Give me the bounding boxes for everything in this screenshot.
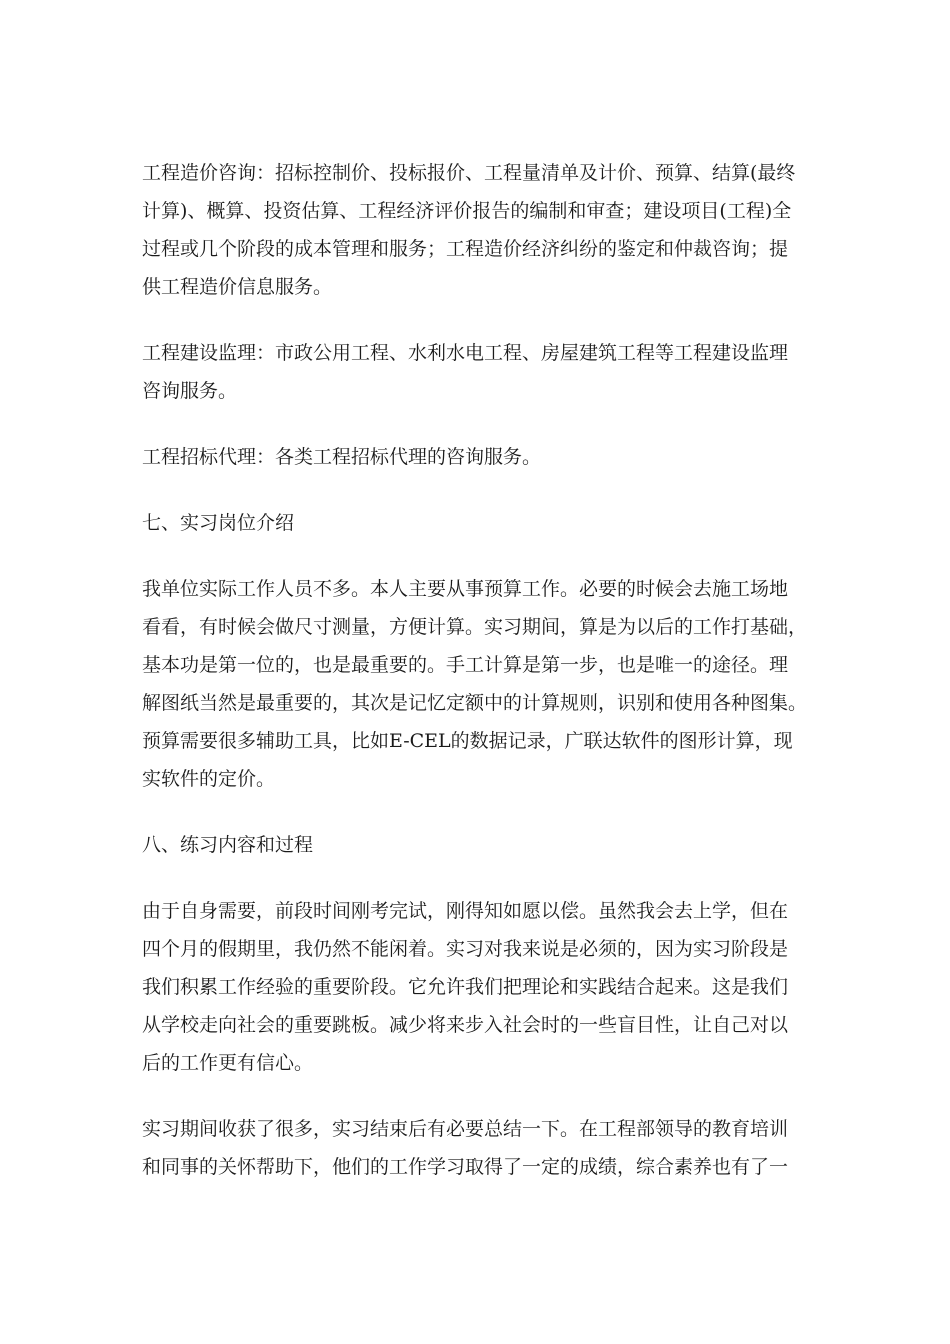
section-heading-internship-position: 七、实习岗位介绍 — [142, 512, 295, 534]
paragraph-practice-reason: 由于自身需要，前段时间刚考完试，刚得知如愿以偿。虽然我会去上学，但在 四个月的假期里，我仍然不能闲着。实习对我来说是必须的，因为实习阶段是 我们积累工作经验的重要阶段。它允许我们把理论和实践结合起来。这是我们 从学校走向社会的重要跳板。减少将来步入社会时的一些盲目性，让自己对以 后的工作更有信心。 — [142, 900, 789, 1074]
paragraph-bidding-agency: 工程招标代理：各类工程招标代理的咨询服务。 — [142, 446, 542, 468]
document-body — [142, 154, 810, 1186]
paragraph-cost-consulting: 工程造价咨询：招标控制价、投标报价、工程量清单及计价、预算、结算(最终 计算)、概算、投资估算、工程经济评价报告的编制和审查；建设项目(工程)全 过程或几个阶段的成本管理和服务；工程造价经济纠纷的鉴定和仲裁咨询；提 供工程造价信息服务。 — [142, 162, 796, 298]
section-heading-practice-content: 八、练习内容和过程 — [142, 834, 314, 856]
paragraph-position-description: 我单位实际工作人员不多。本人主要从事预算工作。必要的时候会去施工场地 看看，有时候会做尺寸测量，方便计算。实习期间，算是为以后的工作打基础， 基本功是第一位的，也是最重要的。手工计算是第一步，也是唯一的途径。理 解图纸当然是最重要的，其次是记忆定额中的计算规则，识别和使用各种图集。 预算需要很多辅助工具，比如E-CEL的数据记录，广联达软件的图形计算，现 实软件的定价。 — [142, 578, 808, 790]
paragraph-summary: 实习期间收获了很多，实习结束后有必要总结一下。在工程部领导的教育培训 和同事的关怀帮助下，他们的工作学习取得了一定的成绩，综合素养也有了一 — [142, 1118, 789, 1178]
paragraph-supervision: 工程建设监理：市政公用工程、水利水电工程、房屋建筑工程等工程建设监理 咨询服务。 — [142, 342, 789, 402]
